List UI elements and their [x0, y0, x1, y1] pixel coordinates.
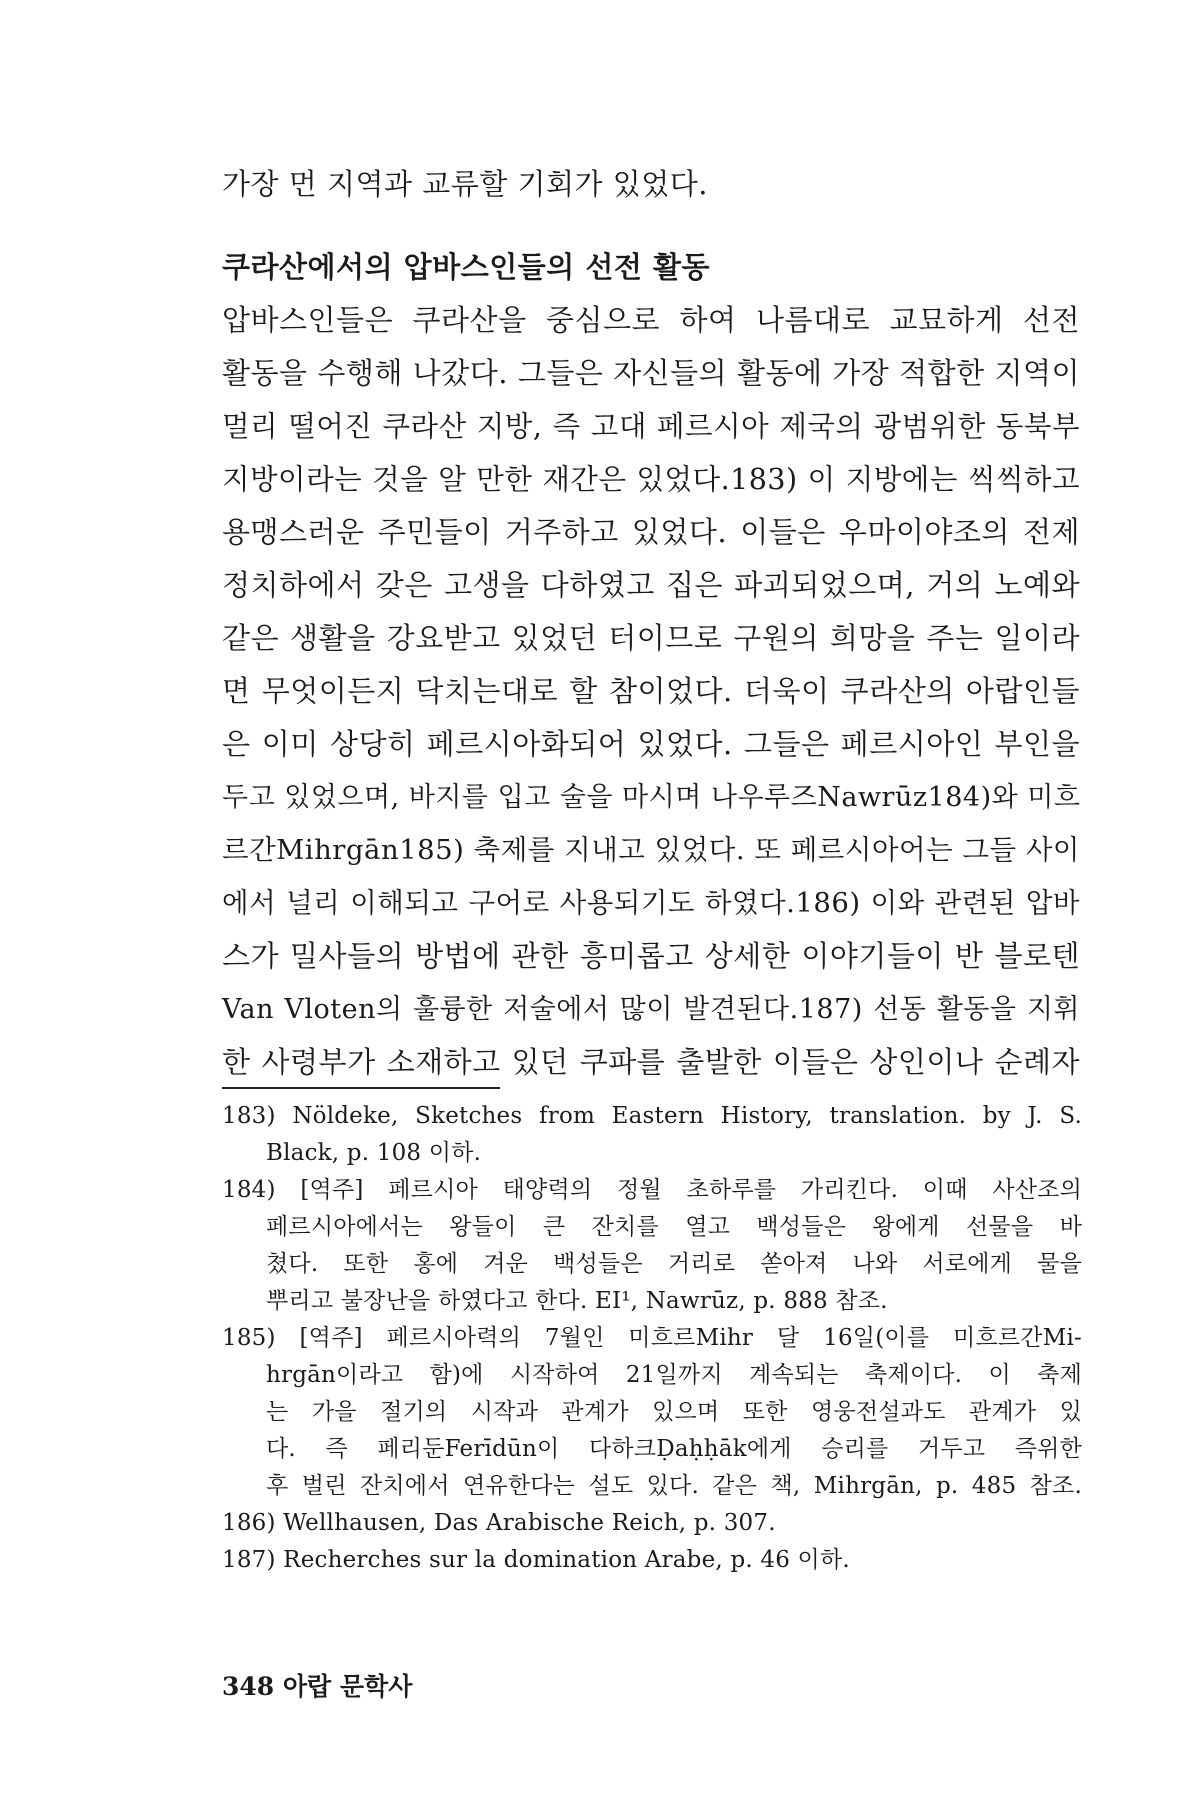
text-line: 가장 먼 지역과 교류할 기회가 있었다.	[222, 167, 709, 201]
footnote-185-cont: 후 벌린 잔치에서 연유한다는 설도 있다. 같은 책, Mihrgān, p. 485 참조.	[266, 1473, 1082, 1499]
footnote-187: 187) Recherches sur la domination Arabe, p. 46 이하.	[222, 1547, 850, 1573]
text-line: 압바스인들은 쿠라산을 중심으로 하여 나름대로 교묘하게 선전	[222, 303, 1080, 337]
footnotes	[222, 1098, 1082, 1579]
footnote-185: 185) [역주] 페르시아력의 7월인 미흐르Mihr 달 16일(이를 미흐르간Mi-	[222, 1325, 1082, 1351]
footnote-183: 183) Nöldeke, Sketches from Eastern History, translation. by J. S.	[222, 1103, 1082, 1129]
text-line: Van Vloten의 훌륭한 저술에서 많이 발견된다.187) 선동 활동을 지휘	[222, 994, 1080, 1025]
text-line: 면 무엇이든지 닥치는대로 할 참이었다. 더욱이 쿠라산의 아랍인들	[222, 674, 1080, 708]
page-folio: 348 아랍 문학사	[222, 1672, 413, 1701]
text-line: 르간Mihrgān185) 축제를 지내고 있었다. 또 페르시아어는 그들 사이	[222, 834, 1080, 866]
text-line: 활동을 수행해 나갔다. 그들은 자신들의 활동에 가장 적합한 지역이	[222, 356, 1080, 390]
text-line: 지방이라는 것을 알 만한 재간은 있었다.183) 이 지방에는 씩씩하고	[222, 463, 1080, 496]
footnote-184-cont: 쳤다. 또한 홍에 겨운 백성들은 거리로 쏟아져 나와 서로에게 물을	[266, 1251, 1082, 1277]
footnote-184-cont: 페르시아에서는 왕들이 큰 잔치를 열고 백성들은 왕에게 선물을 바	[266, 1214, 1082, 1240]
text-line: 같은 생활을 강요받고 있었던 터이므로 구원의 희망을 주는 일이라	[222, 621, 1080, 655]
text-line: 정치하에서 갖은 고생을 다하였고 집은 파괴되었으며, 거의 노예와	[222, 568, 1080, 602]
text-line: 두고 있었으며, 바지를 입고 술을 마시며 나우루즈Nawrūz184)와 미흐	[222, 782, 1081, 813]
footnote-184-cont: 뿌리고 불장난을 하였다고 한다. EI¹, Nawrūz, p. 888 참조.	[266, 1288, 888, 1314]
main-text	[222, 158, 1080, 1089]
footnote-183-cont: Black, p. 108 이하.	[266, 1140, 482, 1166]
text-line: 멀리 떨어진 쿠라산 지방, 즉 고대 페르시아 제국의 광범위한 동북부	[222, 410, 1080, 443]
footnote-185-cont: hrgān이라고 함)에 시작하여 21일까지 계속되는 축제이다. 이 축제	[266, 1362, 1082, 1388]
text-line: 한 사령부가 소재하고 있던 쿠파를 출발한 이들은 상인이나 순례자	[222, 1045, 1080, 1079]
footnote-184: 184) [역주] 페르시아 태양력의 정월 초하루를 가리킨다. 이때 사산조의	[222, 1177, 1082, 1203]
footnote-185-cont: 다. 즉 페리둔Ferīdūn이 다하크Ḍaḥḥāk에게 승리를 거두고 즉위한	[266, 1436, 1082, 1462]
text-line: 용맹스러운 주민들이 거주하고 있었다. 이들은 우마이야조의 전제	[222, 515, 1080, 549]
text-line: 스가 밀사들의 방법에 관한 흥미롭고 상세한 이야기들이 반 블로텐	[222, 939, 1080, 973]
text-line: 은 이미 상당히 페르시아화되어 있었다. 그들은 페르시아인 부인을	[222, 727, 1080, 761]
footnote-186: 186) Wellhausen, Das Arabische Reich, p. 307.	[222, 1510, 776, 1536]
footnote-185-cont: 는 가을 절기의 시작과 관계가 있으며 또한 영웅전설과도 관계가 있	[266, 1399, 1082, 1425]
footnote-divider	[222, 1087, 500, 1089]
section-heading: 쿠라산에서의 압바스인들의 선전 활동	[222, 250, 711, 284]
text-line: 에서 널리 이해되고 구어로 사용되기도 하였다.186) 이와 관련된 압바	[222, 887, 1080, 919]
